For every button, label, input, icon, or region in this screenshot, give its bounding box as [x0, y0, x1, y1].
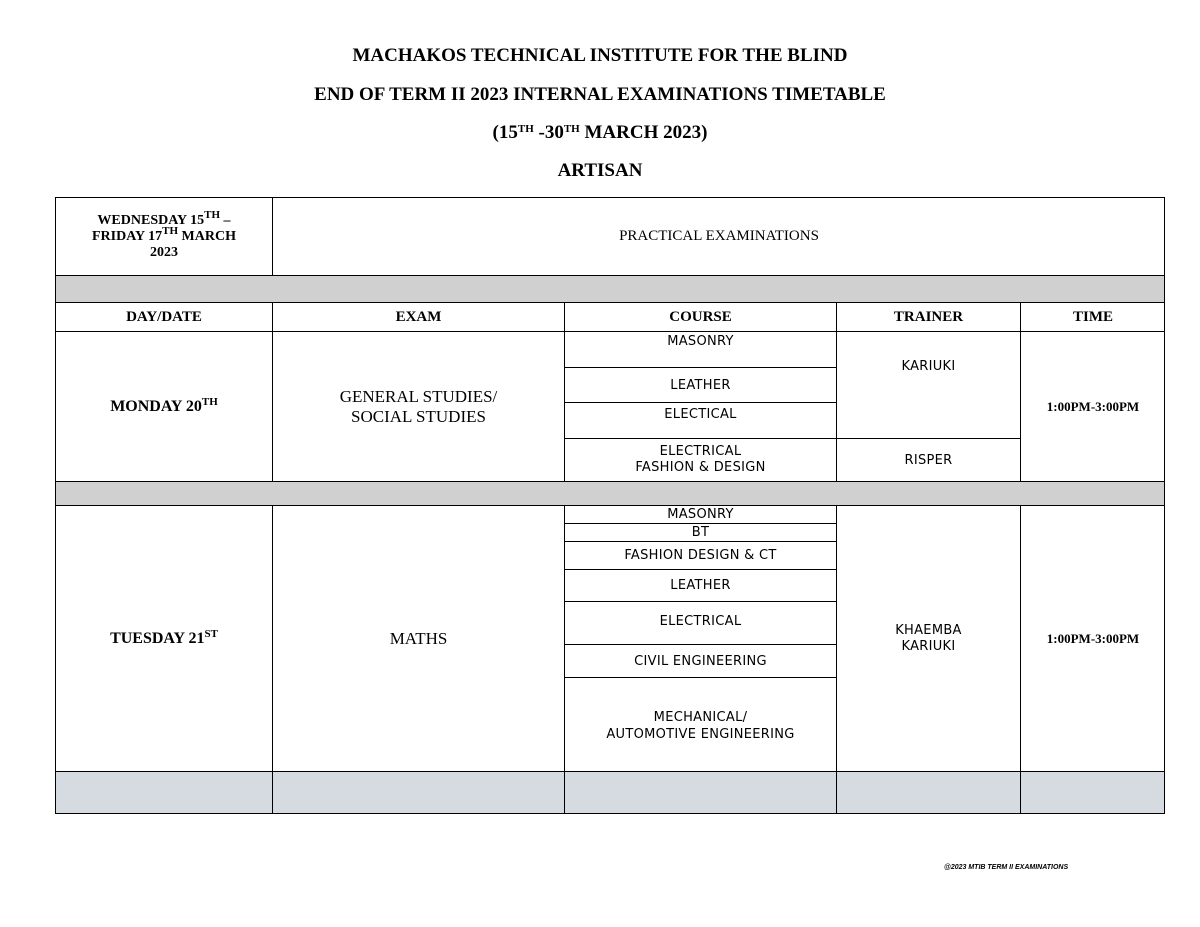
tuesday-exam-cell: MATHS — [272, 505, 564, 771]
monday-course-leather: LEATHER — [564, 367, 836, 402]
column-header-exam: EXAM — [272, 302, 564, 331]
tuesday-course-civil-engineering: CIVIL ENGINEERING — [564, 644, 836, 677]
monday-course-electrical-fashion: ELECTRICAL FASHION & DESIGN — [564, 438, 836, 481]
monday-trainer-risper: RISPER — [836, 438, 1020, 481]
empty-cell — [272, 771, 564, 814]
tuesday-course-electrical: ELECTRICAL — [564, 601, 836, 644]
tuesday-course-masonry: MASONRY — [564, 505, 836, 523]
column-header-course: COURSE — [564, 302, 836, 331]
tuesday-course-mechanical: MECHANICAL/ AUTOMOTIVE ENGINEERING — [564, 677, 836, 771]
footer-copyright: @2023 MTIB TERM II EXAMINATIONS — [944, 864, 1069, 871]
separator-band — [55, 481, 1165, 505]
column-header-time: TIME — [1020, 302, 1165, 331]
monday-trainer-kariuki: KARIUKI — [836, 331, 1020, 438]
empty-cell — [564, 771, 836, 814]
tuesday-course-leather: LEATHER — [564, 569, 836, 601]
tuesday-trainer-cell: KHAEMBA KARIUKI — [836, 505, 1020, 771]
monday-exam-cell: GENERAL STUDIES/ SOCIAL STUDIES — [272, 331, 564, 481]
monday-time-cell: 1:00PM-3:00PM — [1020, 331, 1165, 481]
practical-dates-cell: WEDNESDAY 15TH – FRIDAY 17TH MARCH 2023 — [55, 197, 272, 275]
empty-cell — [55, 771, 272, 814]
empty-cell — [1020, 771, 1165, 814]
monday-course-masonry: MASONRY — [564, 331, 836, 367]
tuesday-course-fashion-design-ct: FASHION DESIGN & CT — [564, 541, 836, 569]
column-header-day: DAY/DATE — [55, 302, 272, 331]
empty-cell — [836, 771, 1020, 814]
monday-day-cell: MONDAY 20TH — [55, 331, 272, 481]
tuesday-day-cell: TUESDAY 21ST — [55, 505, 272, 771]
timetable-title: END OF TERM II 2023 INTERNAL EXAMINATIONS TIMETABLE — [314, 84, 886, 105]
column-header-trainer: TRAINER — [836, 302, 1020, 331]
monday-course-electical: ELECTICAL — [564, 402, 836, 438]
date-range: (15TH -30TH MARCH 2023) — [492, 122, 708, 143]
level-title: ARTISAN — [557, 160, 643, 181]
practical-exams-label: PRACTICAL EXAMINATIONS — [272, 197, 1165, 275]
timetable — [55, 197, 1165, 814]
separator-band — [55, 275, 1165, 302]
tuesday-time-cell: 1:00PM-3:00PM — [1020, 505, 1165, 771]
tuesday-course-bt: BT — [564, 523, 836, 541]
institute-title: MACHAKOS TECHNICAL INSTITUTE FOR THE BLIND — [352, 45, 848, 66]
